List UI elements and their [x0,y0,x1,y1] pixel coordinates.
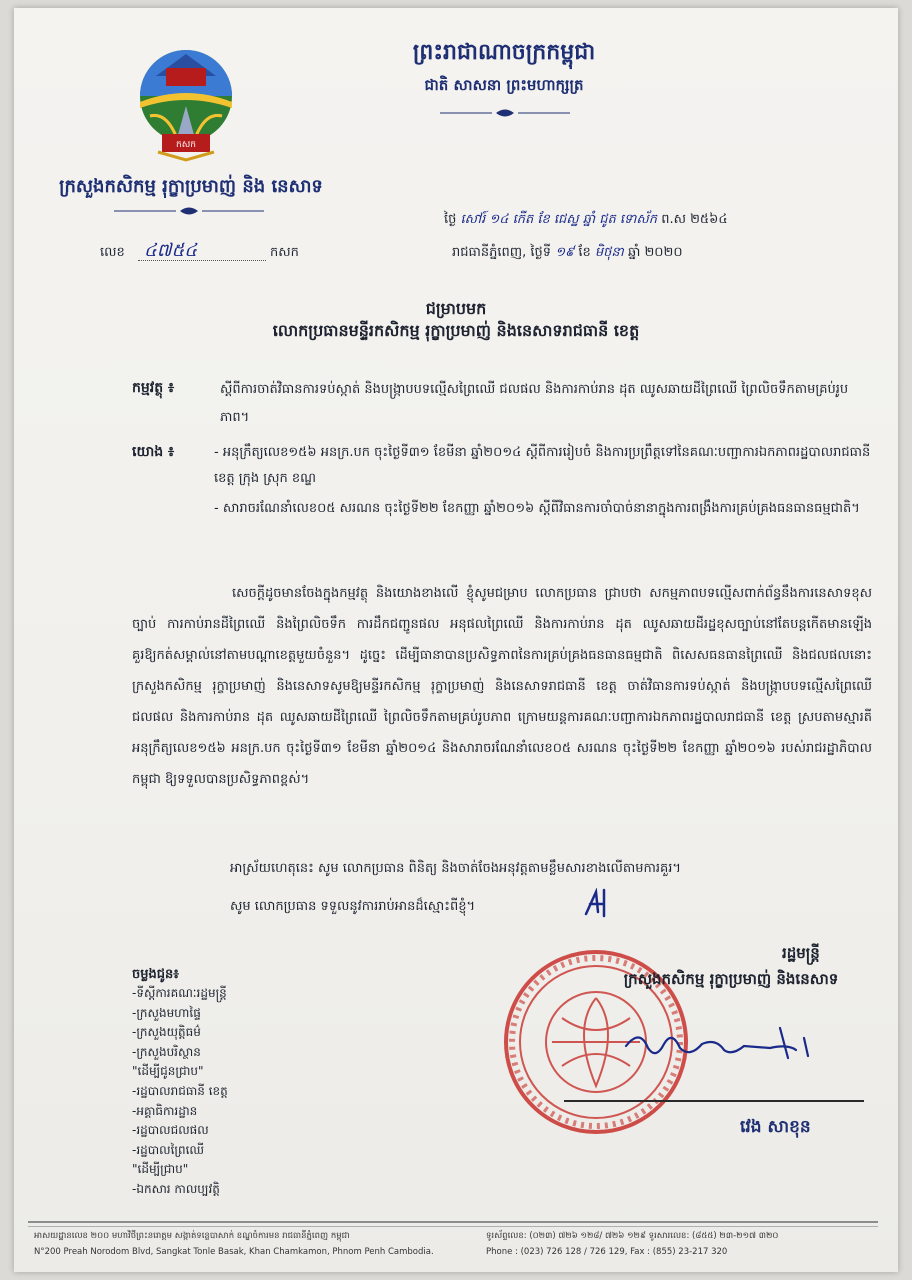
cc-item: -អគ្គាធិការដ្ឋាន [132,1103,198,1118]
footer-phone-english: Phone : (023) 726 128 / 726 129, Fax : (855) 23-217 320 [486,1247,728,1257]
minister-name: វេង សាខុន [740,1117,811,1137]
footer-phone-khmer: ទូរស័ព្ទលេខ: (០២៣) ៧២៦ ១២៨/ ៧២៦ ១២៩ ទូរសារលេខ: (៨៥៥) ២៣-២១៧ ៣២០ [486,1231,779,1241]
cc-item: -ក្រសួងយុត្តិធម៌ [132,1025,201,1040]
cc-item: "ដើម្បីជូនជ្រាប" [132,1064,204,1079]
kingdom-title: ព្រះរាជាណាចក្រកម្ពុជា [412,40,596,65]
lunar-date-handwritten: សៅរ៍ ១៤ កើត ខែ ជេស្ឋ ឆ្នាំ ជូត ទោស័ក [460,212,658,227]
letter-body: សេចក្តីដូចមានចែងក្នុងកម្មវត្ថុ និងយោងខាងលើ ខ្ញុំសូមជម្រាប លោកប្រធាន ជ្រាបថា សកម្មភាពបទល្មើសពាក់ព័ន្ធនឹងការនេសាទខុសច្បាប់ ការកាប់រានដីព្រៃឈើ និងព្រៃលិចទឹក ការដឹកជញ្ជូនផល អនុផលព្រៃឈើ និងការកាប់រាន ដុត ឈូសឆាយដីរដ្ឋខុសច្បាប់នៅតែបន្តកើតមានឡើងគួរឱ្យកត់សម្គាល់នៅតាមបណ្តាខេត្តមួយចំនួន។ ដូច្នេះ ដើម្បីធានាបានប្រសិទ្ធភាពនៃការគ្រប់គ្រងធនធានធម្មជាតិ ពិសេសធនធានព្រៃឈើ និងជលផលនោះ ក្រសួងកសិកម្ម រុក្ខាប្រមាញ់ និងនេសាទសូមឱ្យមន្ទីរកសិកម្ម រុក្ខាប្រមាញ់ និងនេសាទរាជធានី ខេត្ត ចាត់វិធានការទប់ស្កាត់ និងបង្ក្រាបបទល្មើសព្រៃឈើ ជលផល និងការកាប់រាន ដុត ឈូសឆាយដីព្រៃឈើ ព្រៃលិចទឹកតាមគ្រប់រូបភាព ក្រោមយន្តការគណៈបញ្ជាការឯកភាពរដ្ឋបាលរាជធានី ខេត្ត ស្របតាមស្មារតីអនុក្រឹត្យលេខ១៥៦ អនក្រ.បក ចុះថ្ងៃទី៣១ ខែមីនា ឆ្នាំ២០១៤ និងសារាចរណែនាំលេខ០៥ សរណន ចុះថ្ងៃទី២២ ខែកញ្ញា ឆ្នាំ២០១៦ របស់រាជរដ្ឋាភិបាលកម្ពុជា ឱ្យទទួលបានប្រសិទ្ធភាពខ្ពស់។ [132,586,872,787]
solar-date-line [452,244,683,263]
solar-date-month: មិថុនា [594,245,624,260]
subject-text: ស្តីពីការចាត់វិធានការទប់ស្កាត់ និងបង្ក្រាបបទល្មើសព្រៃឈើ ជលផល និងការកាប់រាន ដុត ឈូសឆាយដីព្រៃឈើ ព្រៃលិចទឹកតាមគ្រប់រូបភាព។ [220,382,849,425]
minister-signature [620,1018,820,1068]
cc-item: -ក្រសួងបរិស្ថាន [132,1044,201,1059]
cc-item: -ទីស្តីការគណៈរដ្ឋមន្ត្រី [132,986,227,1000]
cc-item: "ដើម្បីជ្រាប" [132,1162,189,1177]
cc-item: -រដ្ឋបាលព្រៃឈើ [132,1142,205,1157]
lunar-date-suffix: ព.ស ២៥៦៤ [661,212,728,227]
cc-list [132,984,228,1200]
solar-date-month-prefix: ខែ [578,245,591,260]
closing-regards: សូម លោកប្រធាន ទទួលនូវការរាប់អានដ៏ស្មោះពីខ្ញុំ។ [230,899,476,914]
ministry-emblem-logo [136,46,236,162]
cc-item: -ឯកសារ កាលប្បវត្តិ [132,1181,220,1196]
cc-item: -រដ្ឋបាលជលផល [132,1123,209,1138]
minister-title: រដ្ឋមន្ត្រី [782,944,820,962]
subject-label: កម្មវត្ថុ ៖ [132,380,175,396]
solar-date-day: ១៩ [555,245,575,260]
ornamental-divider [114,206,264,216]
reference-item: - សារាចរណែនាំលេខ០៥ សរណន ចុះថ្ងៃទី២២ ខែកញ្ញា ឆ្នាំ២០១៦ ស្តីពីវិធានការចាំបាច់នានាក្នុងការពង្រឹងការគ្រប់គ្រងធនធានធម្មជាតិ។ [214,501,860,516]
footer-rule [28,1226,878,1227]
solar-date-prefix: រាជធានីភ្នំពេញ, ថ្ងៃទី [452,245,552,260]
national-motto: ជាតិ សាសនា ព្រះមហាក្សត្រ [424,76,584,94]
footer-rule [28,1221,878,1223]
letter-page [14,8,898,1272]
lunar-date-prefix: ថ្ងៃ [444,212,457,227]
minister-organization: ក្រសួងកសិកម្ម រុក្ខាប្រមាញ់ និងនេសាទ [623,970,839,988]
references-label: យោង ៖ [132,444,175,460]
emblem-text: កសក [176,140,196,150]
lunar-date-line [444,211,728,230]
reference-number-label: លេខ [100,245,125,260]
reference-number-handwritten: ៤៧៥៤ [144,240,197,261]
closing-request: អាស្រ័យហេតុនេះ សូម លោកប្រធាន ពិនិត្យ និងចាត់ចែងអនុវត្តតាមខ្លឹមសារខាងលើតាមការគួរ។ [230,861,681,876]
reference-item: - អនុក្រឹត្យលេខ១៥៦ អនក្រ.បក ចុះថ្ងៃទី៣១ ខែមីនា ឆ្នាំ២០១៤ ស្តីពីការរៀបចំ និងការប្រព្រឹត្តទៅនៃគណៈបញ្ជាការឯកភាពរដ្ឋបាលរាជធានី ខេត្ត ក្រុង ស្រុក ខណ្ឌ [214,445,871,486]
cc-item: -ក្រសួងមហាផ្ទៃ [132,1005,201,1020]
ministry-name: ក្រសួងកសិកម្ម រុក្ខាប្រមាញ់ និង នេសាទ [59,176,323,197]
footer-address-english: N°200 Preah Norodom Blvd, Sangkat Tonle Basak, Khan Chamkamon, Phnom Penh Cambodia. [34,1247,434,1257]
footer-address-khmer: អាសយដ្ឋានលេខ ២០០ មហាវិថីព្រះនរោត្តម សង្កាត់ទន្លេបាសាក់ ខណ្ឌចំការមន រាជធានីភ្នំពេញ កម្ពុជា [34,1231,350,1241]
recipient-label: ជម្រាបមក [425,299,487,318]
handwritten-initial [582,888,616,918]
signature-line [564,1100,864,1102]
cc-item: -រដ្ឋបាលរាជធានី ខេត្ត [132,1083,228,1098]
recipient-title: លោកប្រធានមន្ទីរកសិកម្ម រុក្ខាប្រមាញ់ និងនេសាទរាជធានី ខេត្ត [272,321,640,340]
ornamental-divider [440,108,570,118]
solar-date-year: ឆ្នាំ ២០២០ [627,245,683,260]
reference-number-suffix: កសក [270,245,299,260]
cc-title: ចម្លងជូន៖ [132,967,179,982]
